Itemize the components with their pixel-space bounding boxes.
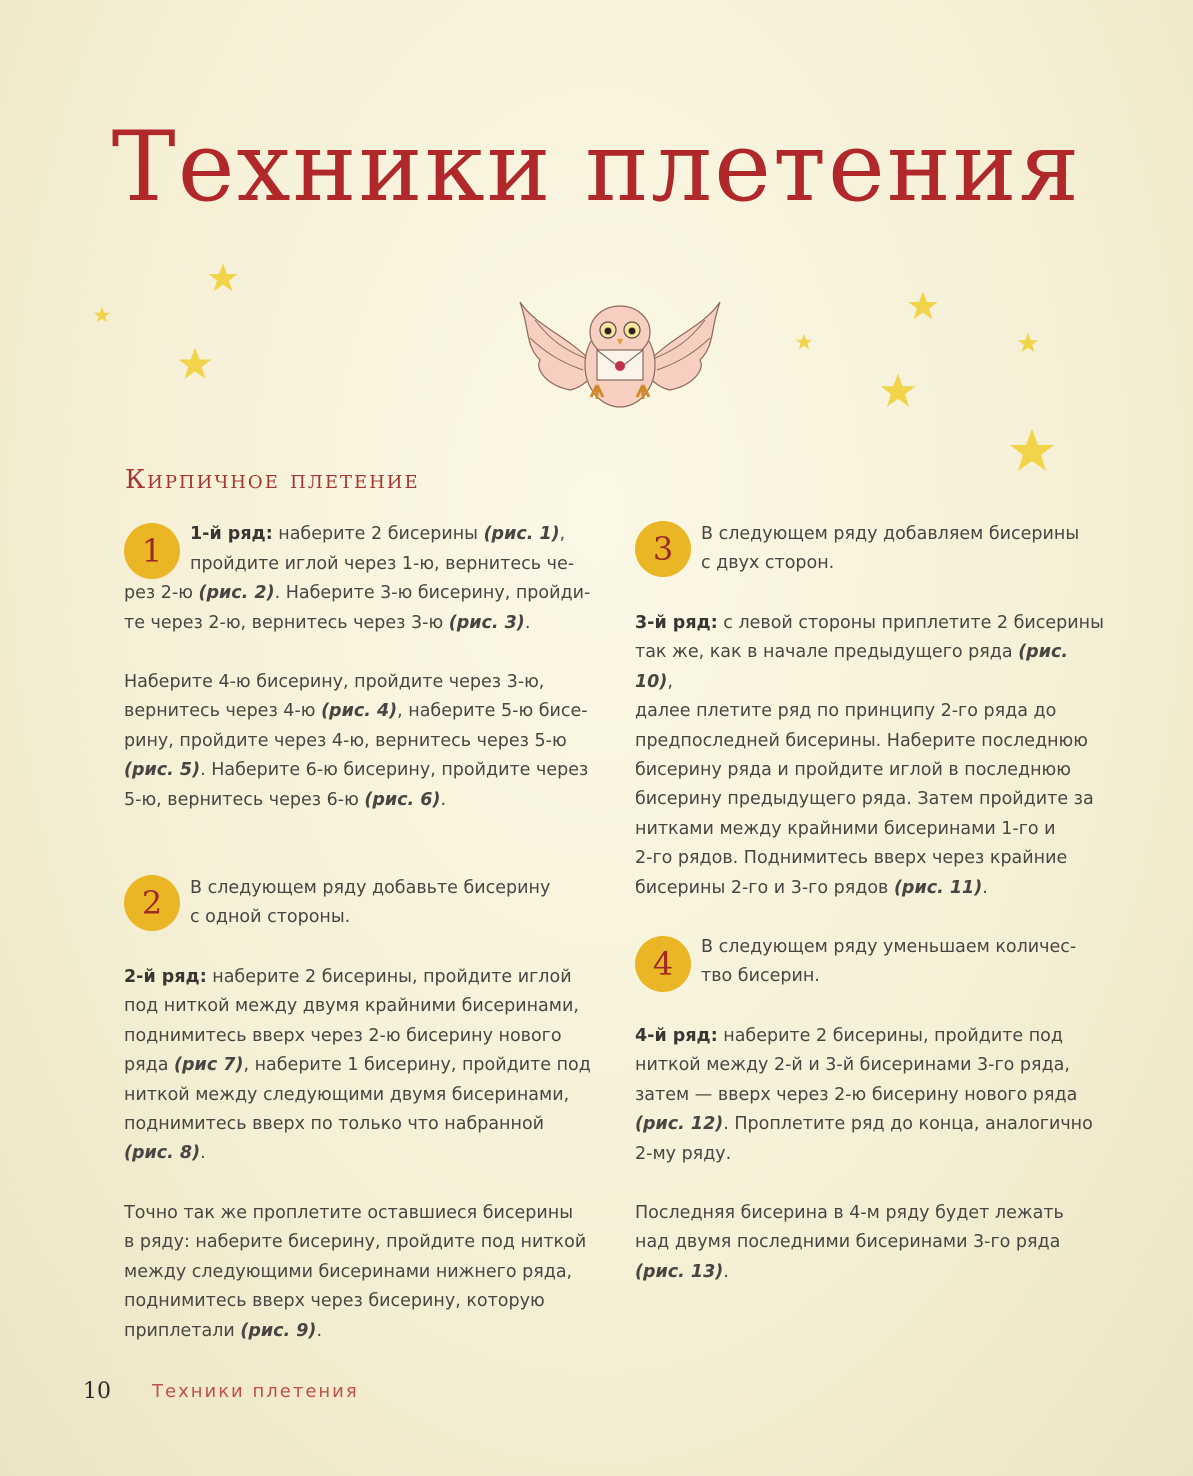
step-1-line-3: рез 2-ю (рис. 2). Наберите 3-ю бисерину, пройди-: [124, 583, 591, 603]
page-title: Техники плетения: [111, 111, 1082, 223]
star-icon: [878, 372, 918, 410]
running-title: Техники плетения: [152, 1381, 359, 1402]
owl-illustration: [515, 290, 725, 415]
step-1-paragraph-2: Наберите 4-ю бисерину, пройдите через 3-ю, вернитесь через 4-ю (рис. 4), наберите 5-ю бисе- рину, пройдите через 4-ю, вернитесь через 5-ю (рис. 5). Наберите 6-ю бисерину, пройдите через 5-ю, вернитесь через 6-ю (рис. 6).: [124, 672, 589, 810]
step-2-intro: В следующем ряду добавьте бисерину с одной стороны.: [190, 878, 551, 928]
step-1-badge: 1: [124, 523, 180, 579]
step-3-paragraph-1: 3-й ряд: с левой стороны приплетите 2 бисерины так же, как в начале предыдущего ряда (рис. 10), далее плетите ряд по принципу 2-го ряда до предпоследней бисерины. Наберите последнюю бисерину ряда и пройдите иглой в последнюю бисерину предыдущего ряда. Затем пройдите за нитками между крайними бисеринами 1-го и 2-го рядов. Поднимитесь вверх через крайние бисерины 2-го и 3-го рядов (рис. 11).: [635, 613, 1104, 898]
star-icon: [1017, 332, 1039, 354]
star-icon: [795, 333, 813, 351]
section-title: Кирпичное плетение: [125, 465, 420, 495]
step-4-badge: 4: [635, 936, 691, 992]
star-icon: [1006, 427, 1058, 475]
step-3-intro: В следующем ряду добавляем бисерины с двух сторон.: [701, 524, 1080, 574]
step-1-line-1: 1-й ряд: наберите 2 бисерины (рис. 1),: [190, 524, 566, 544]
page-number: 10: [83, 1379, 111, 1404]
step-2-paragraph-1: 2-й ряд: наберите 2 бисерины, пройдите иглой под ниткой между двумя крайними бисеринами, поднимитесь вверх через 2-ю бисерину нового ряда (рис 7), наберите 1 бисерину, пройдите под ниткой между следующими двумя бисеринами, поднимитесь вверх по только что набранной (рис. 8).: [124, 967, 591, 1164]
step-4-paragraph-2: Последняя бисерина в 4-м ряду будет лежать над двумя последними бисеринами 3-го ряда (рис. 13).: [635, 1203, 1064, 1282]
step-3-badge: 3: [635, 521, 691, 577]
step-2-paragraph-2: Точно так же проплетите оставшиеся бисерины в ряду: наберите бисерину, пройдите под ниткой между следующими бисеринами нижнего ряда, поднимитесь вверх через бисерину, которую приплетали (рис. 9).: [124, 1203, 587, 1341]
step-1-line-2: пройдите иглой через 1-ю, вернитесь че-: [190, 554, 575, 574]
step-4-paragraph-1: 4-й ряд: наберите 2 бисерины, пройдите под ниткой между 2-й и 3-й бисеринами 3-го ряда, затем — вверх через 2-ю бисерину нового ряда (рис. 12). Проплетите ряд до конца, аналогично 2-му ряду.: [635, 1026, 1093, 1164]
step-1-line-4: те через 2-ю, вернитесь через 3-ю (рис. 3).: [124, 613, 531, 633]
step-4-intro: В следующем ряду уменьшаем количес- тво бисерин.: [701, 937, 1077, 987]
star-icon: [93, 306, 111, 324]
star-icon: [176, 346, 214, 382]
star-icon: [206, 262, 240, 294]
step-2-badge: 2: [124, 875, 180, 931]
star-icon: [906, 290, 940, 322]
